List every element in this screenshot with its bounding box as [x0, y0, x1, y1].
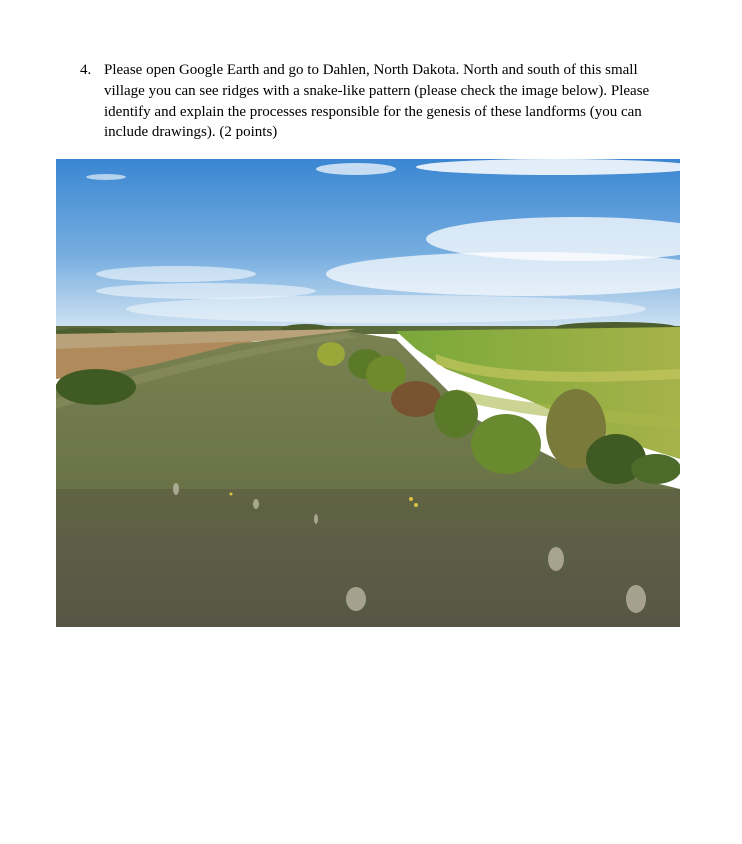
landscape-photo — [56, 159, 680, 627]
foreground-grass — [56, 489, 680, 627]
question-4 — [80, 60, 680, 143]
question-text: Please open Google Earth and go to Dahlen, North Dakota. North and south of this small village you can see ridges with a snake-like pattern (please check the image below). Please identify and explain the processes responsible for the genesis of these landforms (you can include drawings). (2 points) — [104, 62, 650, 141]
question-number: 4. — [80, 62, 92, 78]
